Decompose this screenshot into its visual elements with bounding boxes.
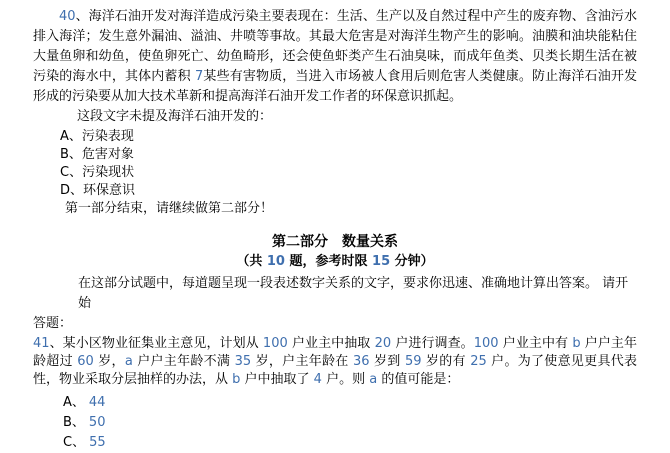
option-row-c — [63, 433, 637, 453]
q41-var-a-repeat: a — [369, 372, 378, 387]
q41-num-25-households: 25 — [470, 354, 487, 369]
q41-num-total-repeat: 100 — [473, 336, 499, 351]
q41-seg-23: 户中抽取了 — [240, 372, 314, 387]
q41-seg-21: 户。为了使意见更具代表性，物业采取分层抽样的办法，从 — [33, 354, 638, 387]
part2-intro-line2: 答题： — [33, 316, 73, 331]
q41-seg-7: 户业主中有 — [498, 336, 573, 351]
q41-seg-15: 岁，户主年龄在 — [251, 354, 353, 369]
section-end-note: 第一部分结束，请继续做第二部分！ — [65, 201, 274, 216]
question-41-options — [63, 393, 637, 453]
option-row-b — [63, 413, 637, 433]
q41-seg-11: 岁， — [93, 354, 125, 369]
question-40-text-b: 某些有害物质，当进入市场被人食用后则危害人类健康。防止海洋石油开发形成的污染要从加大技术革新和提高海洋石油开发工作者的环保意识抓起。 — [33, 69, 637, 104]
q41-num-age-36: 36 — [353, 354, 370, 369]
option-text: 污染表现 — [81, 129, 134, 144]
q41-seg-5: 户进行调查。 — [391, 336, 474, 351]
option-label: C、 — [60, 165, 83, 180]
q41-seg-9: 户户主年龄超过 — [33, 336, 638, 369]
q41-seg-17: 岁到 — [369, 354, 405, 369]
option-label: B、 — [60, 147, 82, 162]
q41-var-b: b — [572, 336, 581, 351]
option-value: 55 — [89, 435, 106, 450]
subtitle-time-limit: 15 — [372, 254, 391, 269]
subtitle-text-a: （共 — [236, 254, 267, 269]
option-value: 44 — [88, 395, 106, 410]
part2-title: 第二部分 数量关系 — [272, 234, 398, 250]
option-row-a — [60, 128, 637, 146]
option-text: 污染现状 — [82, 165, 135, 180]
option-text: 环保意识 — [83, 183, 136, 198]
q41-seg-27: 的值可能是： — [377, 372, 460, 387]
question-40-options — [60, 128, 637, 200]
question-41-number: 41 — [33, 336, 50, 351]
question-40-text-a: 、海洋石油开发对海洋造成污染主要表现在：生活、生产以及自然过程中产生的废弃物、含油污水排入海洋；发生意外漏油、溢油、井喷等事故。其最大危害是对海洋生物产生的影响。油膜和油块能粘住大量鱼卵和幼鱼，使鱼卵死亡、幼鱼畸形，还会使鱼虾类产生石油臭味，而成年鱼类、贝类长期生活在被污染的海水中，其体内蓄积 — [33, 9, 637, 84]
option-row-a — [63, 393, 637, 413]
q41-seg-25: 户。则 — [321, 372, 370, 387]
option-label: A、 — [63, 395, 85, 410]
q41-seg-1: 、某小区物业征集业主意见，计划从 — [49, 336, 263, 351]
q41-seg-19: 岁的有 — [421, 354, 471, 369]
q41-seg-13: 户户主年龄不满 — [132, 354, 235, 369]
option-label: C、 — [63, 435, 86, 450]
question-41-paragraph — [33, 335, 637, 389]
part2-subtitle — [33, 252, 637, 271]
subtitle-text-c: 分钟） — [390, 254, 434, 269]
option-text: 危害对象 — [81, 147, 134, 162]
option-row-b — [60, 146, 637, 164]
q41-num-age-59: 59 — [404, 354, 422, 369]
q41-num-sampled-4: 4 — [313, 372, 322, 387]
option-label: D、 — [60, 183, 84, 198]
subtitle-text-b: 题，参考时限 — [284, 254, 373, 269]
option-value: 50 — [88, 415, 106, 430]
q41-num-sample-size: 20 — [374, 336, 392, 351]
q41-var-b-repeat: b — [232, 372, 241, 387]
option-row-c — [60, 164, 637, 182]
question-40-paragraph — [33, 7, 637, 107]
question-40-inline-number: 7 — [195, 69, 204, 84]
q41-num-total-households: 100 — [262, 336, 288, 351]
subtitle-question-count: 10 — [266, 254, 285, 269]
q41-num-age-35: 35 — [234, 354, 252, 369]
option-label: B、 — [63, 415, 85, 430]
q41-num-age-60: 60 — [77, 354, 94, 369]
q41-seg-3: 户业主中抽取 — [287, 336, 375, 351]
part2-intro-line1: 在这部分试题中，每道题呈现一段表述数字关系的文字，要求你迅速、准确地计算出答案。 请开始 — [78, 276, 629, 311]
question-40-prompt: 这段文字未提及海洋石油开发的： — [77, 109, 273, 124]
question-40-number: 40 — [59, 9, 76, 24]
option-row-d — [60, 182, 637, 200]
q41-var-a: a — [124, 354, 133, 369]
option-label: A、 — [60, 129, 82, 144]
